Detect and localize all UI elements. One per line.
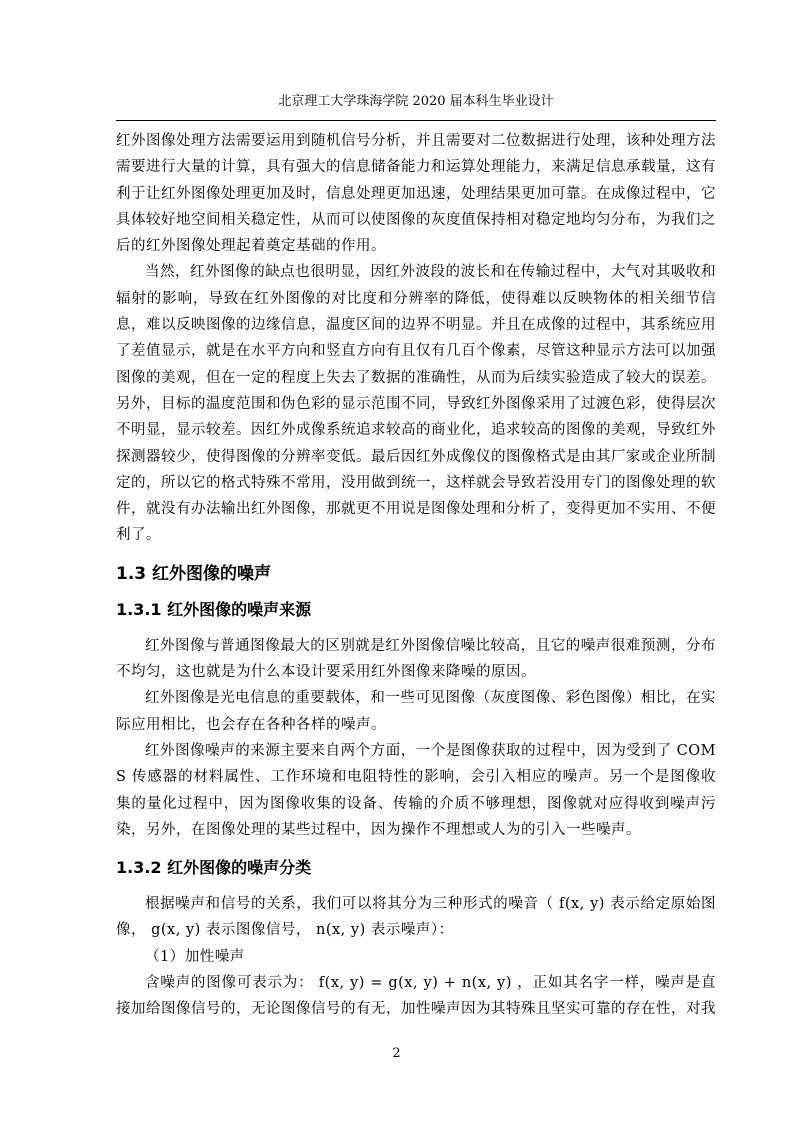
subsection-heading: 1.3.2 红外图像的噪声分类 bbox=[116, 858, 312, 878]
page-number: 2 bbox=[392, 1046, 401, 1061]
body-paragraph: 当然，红外图像的缺点也很明显，因红外波段的波长和在传输过程中，大气对其吸收和辐射的影响，导致在红外图像的对比度和分辨率的降低，使得难以反映物体的相关细节信息，难以反映图像的边缘信息，温度区间的边界不明显。并且在成像的过程中，其系统应用了差值显示，就是在水平方向和竖直方向有且仅有几百个像素，尽管这种显示方法可以加强图像的美观，但在一定的程度上失去了数据的准确性，从而为后续实验造成了较大的误差。另外，目标的温度范围和伪色彩的显示范围不同，导致红外图像采用了过渡色彩，使得层次不明显，显示较差。因红外成像系统追求较高的商业化，追求较高的图像的美观，导致红外探测器较少，使得图像的分辨率变低。最后因红外成像仪的图像格式是由其厂家或企业所制定的，所以它的格式特殊不常用，没用做到统一，这样就会导致若没用专门的图像处理的软件，就没有办法输出红外图像，那就更不用说是图像处理和分析了，变得更加不实用、不便利了。 bbox=[116, 264, 716, 544]
body-paragraph: 含噪声的图像可表示为： f(x, y) = g(x, y) + n(x, y) ，正如其名字一样，噪声是直接加给图像信号的，无论图像信号的有无，加性噪声因为其特殊且坚实可靠的存在性，对我 bbox=[116, 975, 716, 1018]
section-heading: 1.3 红外图像的噪声 bbox=[116, 563, 272, 584]
header-rule bbox=[116, 120, 716, 121]
body-paragraph: 红外图像处理方法需要运用到随机信号分析，并且需要对二位数据进行处理，该种处理方法需要进行大量的计算，具有强大的信息储备能力和运算处理能力，来满足信息承载量，这有利于让红外图像处理更加及时，信息处理更加迅速，处理结果更加可靠。在成像过程中，它具体较好地空间相关稳定性，从而可以使图像的灰度值保持相对稳定地均匀分布，为我们之后的红外图像处理起着奠定基础的作用。 bbox=[116, 133, 716, 255]
subsection-heading: 1.3.1 红外图像的噪声来源 bbox=[116, 599, 312, 619]
body-paragraph: 红外图像是光电信息的重要载体，和一些可见图像（灰度图像、彩色图像）相比，在实际应用相比，也会存在各种各样的噪声。 bbox=[116, 690, 716, 733]
page-header: 北京理工大学珠海学院 2020 届本科生毕业设计 bbox=[278, 94, 554, 109]
body-paragraph: 红外图像噪声的来源主要来自两个方面，一个是图像获取的过程中，因为受到了 COMS 传感器的材料属性、工作环境和电阻特性的影响，会引入相应的噪声。另一个是图像收集的量化过程中，因为图像收集的设备、传输的介质不够理想，图像就对应得收到噪声污染，另外，在图像处理的某些过程中，因为操作不理想或人为的引入一些噪声。 bbox=[116, 742, 716, 838]
body-paragraph: 红外图像与普通图像最大的区别就是红外图像信噪比较高，且它的噪声很难预测，分布不均匀，这也就是为什么本设计要采用红外图像来降噪的原因。 bbox=[116, 637, 716, 681]
body-paragraph: 根据噪声和信号的关系，我们可以将其分为三种形式的噪音（ f(x, y) 表示给定原始图像， g(x, y) 表示图像信号， n(x, y) 表示噪声）： bbox=[116, 896, 716, 939]
list-item-label: （1）加性噪声 bbox=[145, 948, 245, 965]
page-body bbox=[116, 128, 716, 1023]
